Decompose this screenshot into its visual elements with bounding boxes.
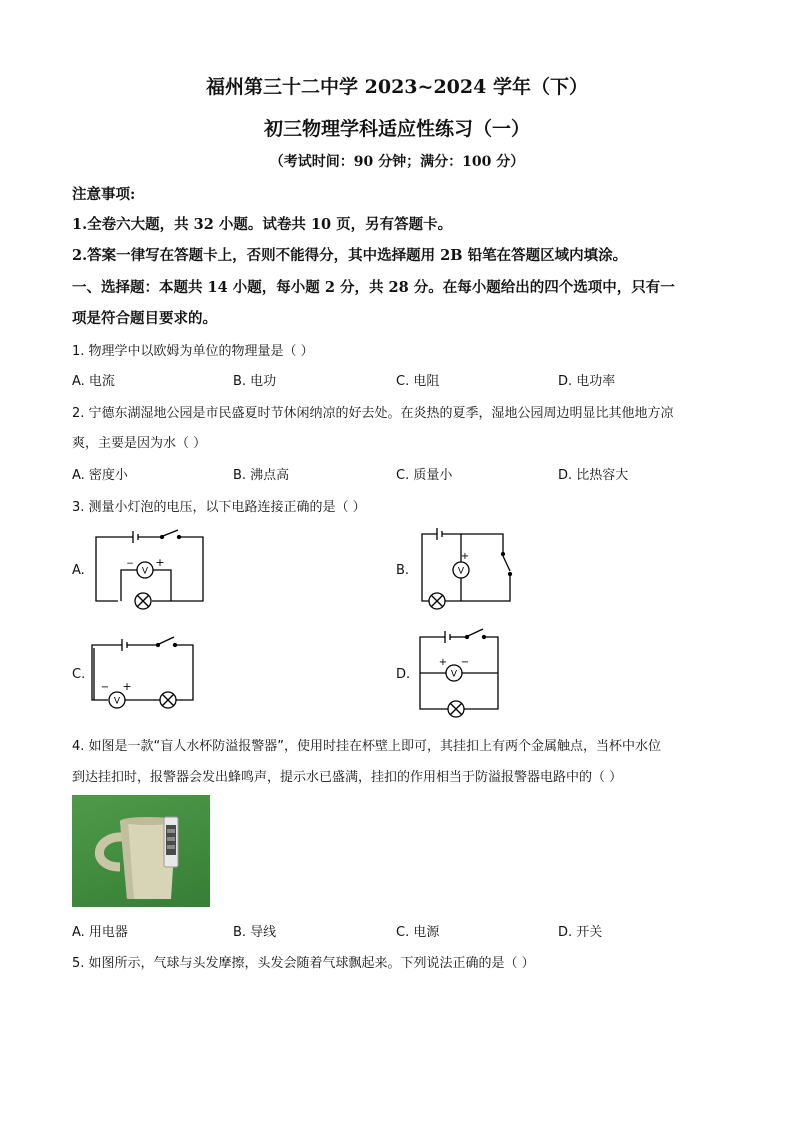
- voltmeter-d-plus: +: [438, 657, 448, 668]
- voltmeter-b-plus: +: [460, 551, 470, 562]
- question-4-stem-line1: 4. 如图是一款“盲人水杯防溢报警器”，使用时挂在杯壁上即可，其挂扣上有两个金属触点，当杯中水位: [72, 739, 662, 754]
- circuit-b: [422, 528, 512, 609]
- notes-heading: 注意事项:: [72, 186, 136, 203]
- voltmeter-a-minus: −: [126, 559, 134, 569]
- voltmeter-c-symbol: V: [113, 696, 121, 707]
- circuit-c: [92, 637, 193, 708]
- switch-lever: [503, 556, 510, 571]
- question-5-stem: 5. 如图所示，气球与头发摩擦，头发会随着气球飘起来。下列说法正确的是（ ）: [72, 956, 535, 971]
- question-4-option-d: D. 开关: [558, 925, 603, 940]
- voltmeter-a-plus: +: [155, 556, 165, 569]
- circuit-c-label: C.: [72, 667, 86, 682]
- voltmeter-a-symbol: V: [141, 566, 149, 577]
- switch-lever: [159, 637, 174, 644]
- question-2-option-a: A. 密度小: [72, 468, 128, 483]
- question-1-option-d: D. 电功率: [558, 374, 616, 389]
- question-3-stem: 3. 测量小灯泡的电压，以下电路连接正确的是（ ）: [72, 500, 366, 515]
- question-1-option-b: B. 电功: [233, 374, 277, 389]
- section-heading-line1: 一、选择题：本题共 14 小题，每小题 2 分，共 28 分。在每小题给出的四个选项中，只有一: [72, 279, 675, 296]
- question-4-option-c: C. 电源: [396, 925, 440, 940]
- note-item-2: 2.答案一律写在答题卡上，否则不能得分，其中选择题用 2B 铅笔在答题区域内填涂。: [72, 247, 628, 264]
- voltmeter-c-minus: −: [100, 682, 110, 693]
- question-2-stem-line1: 2. 宁德东湖湿地公园是市民盛夏时节休闲纳凉的好去处。在炎热的夏季，湿地公园周边明显比其他地方凉: [72, 406, 674, 421]
- question-4-option-a: A. 用电器: [72, 925, 128, 940]
- question-4-option-b: B. 导线: [233, 925, 277, 940]
- switch-lever: [163, 530, 178, 536]
- circuit-d: [420, 629, 498, 717]
- question-2-option-d: D. 比热容大: [558, 468, 629, 483]
- note-item-1: 1.全卷六大题，共 32 小题。试卷共 10 页，另有答题卡。: [72, 216, 453, 233]
- mug-illustration: [72, 795, 210, 907]
- voltmeter-d-minus: −: [460, 657, 470, 668]
- exam-info: （考试时间：90 分钟；满分：100 分）: [269, 154, 525, 170]
- voltmeter-c-plus: +: [122, 680, 132, 693]
- switch-lever: [468, 629, 483, 636]
- question-2-option-c: C. 质量小: [396, 468, 453, 483]
- circuit-d-label: D.: [396, 667, 411, 682]
- voltmeter-d-symbol: V: [450, 669, 458, 680]
- circuit-a: [96, 530, 203, 609]
- page-title: 福州第三十二中学 2023~2024 学年（下）: [206, 76, 588, 98]
- circuit-b-label: B.: [396, 563, 410, 578]
- question-4-stem-line2: 到达挂扣时，报警器会发出蜂鸣声，提示水已盛满，挂扣的作用相当于防溢报警器电路中的（ ）: [72, 770, 623, 785]
- voltmeter-b-symbol: V: [457, 566, 465, 577]
- cup-alarm-photo: [72, 795, 210, 907]
- page-subtitle: 初三物理学科适应性练习（一）: [263, 118, 530, 140]
- question-2-option-b: B. 沸点高: [233, 468, 290, 483]
- section-heading-line2: 项是符合题目要求的。: [72, 310, 217, 327]
- question-1-stem: 1. 物理学中以欧姆为单位的物理量是（ ）: [72, 344, 314, 359]
- question-1-option-a: A. 电流: [72, 374, 115, 389]
- circuit-a-label: A.: [72, 563, 85, 578]
- question-2-stem-line2: 爽，主要是因为水（ ）: [72, 436, 207, 451]
- question-1-option-c: C. 电阻: [396, 374, 440, 389]
